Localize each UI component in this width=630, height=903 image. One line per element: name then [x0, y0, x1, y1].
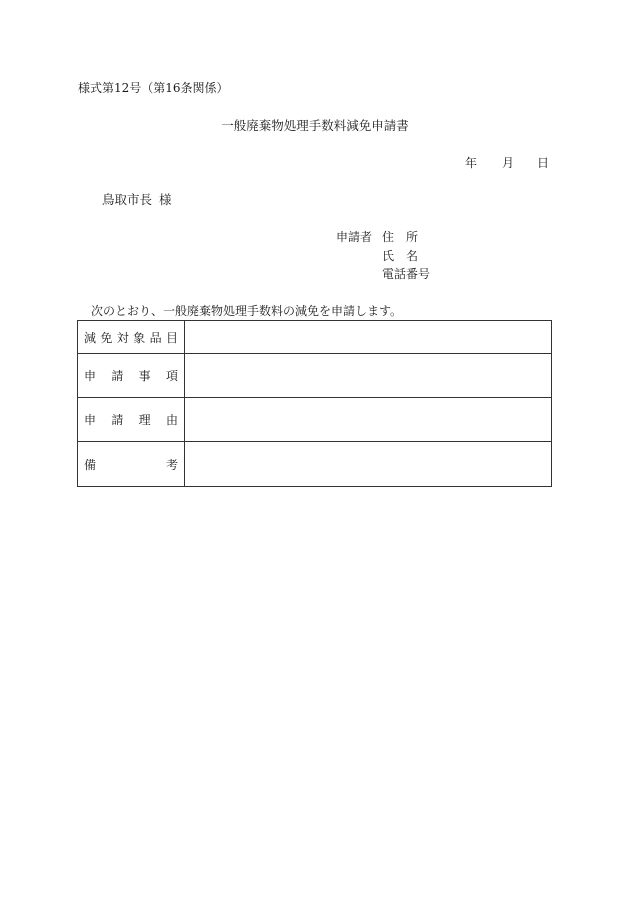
table-row — [78, 354, 552, 398]
row-value-remarks[interactable] — [185, 442, 552, 487]
row-label-application-reason — [78, 398, 185, 442]
row-label-remarks — [78, 442, 185, 487]
row-value-application-reason[interactable] — [185, 398, 552, 442]
row-label-text: 申 請 理 由 — [84, 413, 178, 427]
row-value-exempt-items[interactable] — [185, 321, 552, 354]
table-row — [78, 321, 552, 354]
application-table — [77, 320, 552, 487]
row-label-text: 減 免 対 象 品 目 — [84, 330, 178, 345]
row-label-text: 備 考 — [84, 457, 178, 472]
table-row — [78, 398, 552, 442]
name-label: 氏名 — [382, 249, 431, 263]
row-label-application-matter — [78, 354, 185, 398]
date-month-label: 月 — [502, 156, 515, 170]
document-title: 一般廃棄物処理手数料減免申請書 — [221, 118, 409, 133]
table-row — [78, 442, 552, 487]
applicant-label: 申請者 — [336, 230, 373, 244]
date-year-label: 年 — [465, 156, 478, 170]
row-value-application-matter[interactable] — [185, 354, 552, 398]
row-label-text: 申 請 事 項 — [84, 369, 178, 383]
form-number: 様式第12号（第16条関係） — [78, 81, 229, 95]
addressee-honorific: 様 — [159, 192, 172, 207]
address-label: 住所 — [382, 230, 431, 244]
intro-text: 次のとおり、一般廃棄物処理手数料の減免を申請します。 — [91, 304, 403, 318]
date-day-label: 日 — [537, 156, 550, 170]
addressee-name: 鳥取市長 — [102, 192, 153, 207]
phone-label: 電話番号 — [382, 267, 431, 281]
row-label-exempt-items — [78, 321, 185, 354]
